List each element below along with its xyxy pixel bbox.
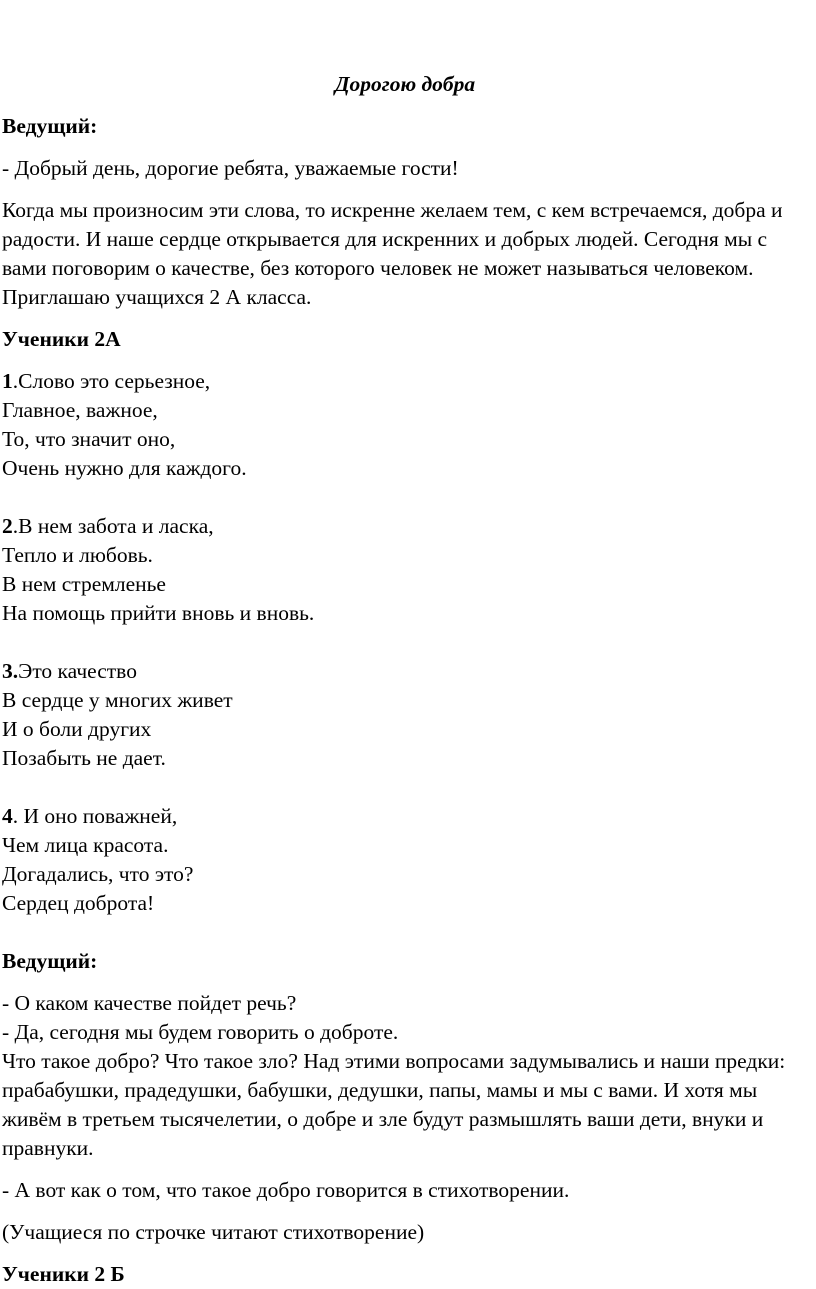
stanza-first-line — [2, 657, 808, 686]
poem-intro-line: - А вот как о том, что такое добро говорится в стихотворении. — [2, 1178, 570, 1202]
intro-paragraph: Когда мы произносим эти слова, то искренне желаем тем, с кем встречаемся, добра и радости. И наше сердце открывается для искренних и добрых людей. Сегодня мы с вами поговорим о качестве, без которого человек не может называться человеком. Приглашаю учащихся 2 А класса. — [2, 198, 783, 309]
stanza-line: На помощь прийти вновь и вновь. — [2, 601, 315, 625]
students-2b-label: Ученики 2 Б — [2, 1262, 125, 1286]
stanza-first-line — [2, 512, 808, 541]
stanza-line: Главное, важное, — [2, 398, 158, 422]
stanza-line: То, что значит оно, — [2, 427, 176, 451]
stanza-first-line — [2, 802, 808, 831]
stanza-separator: . — [12, 804, 24, 828]
stanza-line: Догадались, что это? — [2, 862, 194, 886]
host-label: Ведущий: — [2, 114, 98, 138]
stanza-first-line-text: В нем забота и ласка, — [18, 514, 214, 538]
greeting-line: - Добрый день, дорогие ребята, уважаемые гости! — [2, 156, 459, 180]
stanza-first-line-text: Слово это серьезное, — [18, 369, 211, 393]
reflection-paragraph: Что такое добро? Что такое зло? Над этими вопросами задумывались и наши предки: прабабушки, прадедушки, бабушки, дедушки, папы, мамы и мы с вами. И хотя мы живём в третьем тысячелетии, о добре и зле будут размышлять ваши дети, внуки и правнуки. — [2, 1049, 786, 1160]
stanza-1 — [2, 367, 808, 483]
stanza-line: Чем лица красота. — [2, 833, 169, 857]
stanza-line: Позабыть не дает. — [2, 746, 166, 770]
document-title: Дорогою добра — [334, 72, 476, 96]
stanza-separator: . — [12, 514, 19, 538]
stanza-line: В сердце у многих живет — [2, 688, 233, 712]
stanza-number: 3. — [2, 659, 19, 683]
stanza-number: 4 — [2, 804, 13, 828]
dialog-block — [2, 989, 808, 1047]
stanza-number: 1 — [2, 369, 13, 393]
dialog-line: - О каком качестве пойдет речь? — [2, 991, 297, 1015]
stanza-3 — [2, 657, 808, 773]
host-label: Ведущий: — [2, 949, 98, 973]
stanza-line: И о боли других — [2, 717, 152, 741]
stanza-separator: . — [12, 369, 19, 393]
stanza-first-line — [2, 367, 808, 396]
stanza-first-line-text: Это качество — [18, 659, 137, 683]
stanza-4 — [2, 802, 808, 918]
dialog-line: - Да, сегодня мы будем говорить о доброте. — [2, 1020, 399, 1044]
stage-direction: (Учащиеся по строчке читают стихотворение) — [2, 1220, 425, 1244]
stanza-line: Тепло и любовь. — [2, 543, 153, 567]
stanza-number: 2 — [2, 514, 13, 538]
students-2a-label: Ученики 2А — [2, 327, 121, 351]
stanza-line: В нем стремленье — [2, 572, 166, 596]
stanza-line: Сердец доброта! — [2, 891, 155, 915]
stanza-first-line-text: И оно поважней, — [23, 804, 178, 828]
stanza-line: Очень нужно для каждого. — [2, 456, 247, 480]
stanza-2 — [2, 512, 808, 628]
